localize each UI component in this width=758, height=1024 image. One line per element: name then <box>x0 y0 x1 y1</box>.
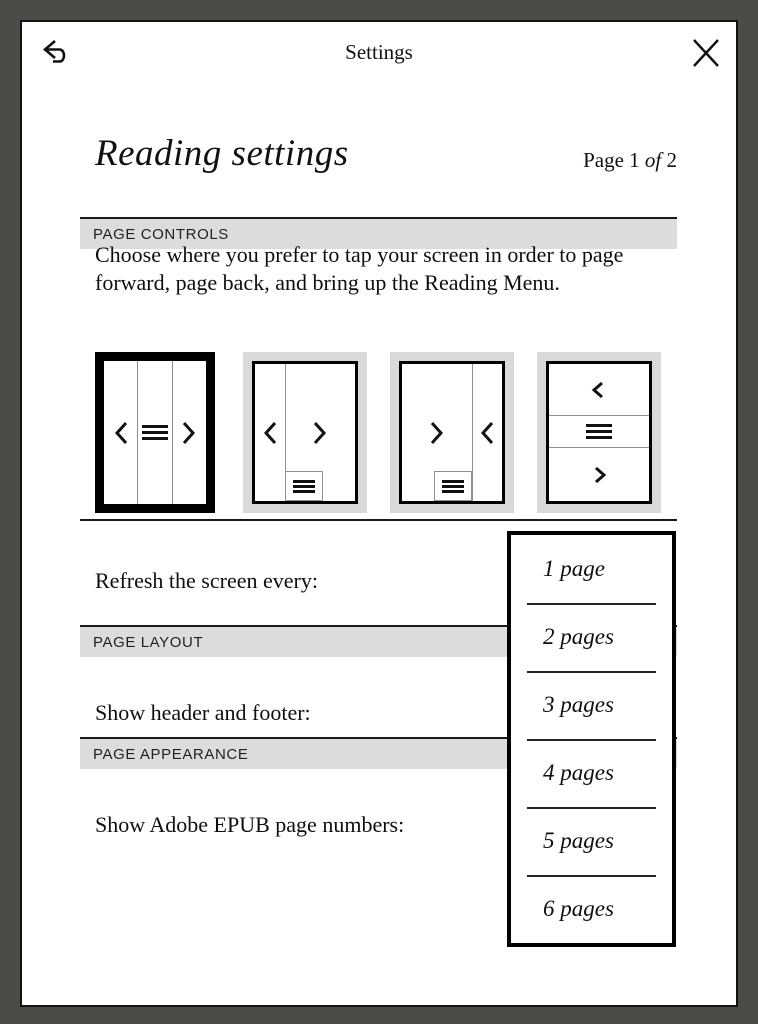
zone-page-back <box>472 364 502 501</box>
page-title: Reading settings <box>95 133 349 174</box>
close-button[interactable] <box>688 35 724 71</box>
zone-page-forward <box>172 361 206 504</box>
page-current: 1 <box>629 148 640 172</box>
dropdown-option-1-page[interactable]: 1 page <box>543 556 605 581</box>
chevron-left-icon <box>586 379 612 401</box>
epub-pages-setting-label: Show Adobe EPUB page numbers: <box>95 812 405 837</box>
menu-icon <box>293 478 315 495</box>
chevron-right-icon <box>586 464 612 486</box>
tap-zone-option-2[interactable] <box>243 352 367 513</box>
dropdown-option-5-pages[interactable]: 5 pages <box>511 807 672 875</box>
tap-zone-option-1-selected[interactable] <box>95 352 215 513</box>
dropdown-option-2-pages[interactable]: 2 pages <box>511 603 672 671</box>
dropdown-option-6-pages[interactable]: 6 pages <box>511 875 672 943</box>
header-footer-setting-label: Show header and footer: <box>95 700 311 725</box>
zone-reading-menu <box>434 471 472 501</box>
of-word: of <box>644 148 662 172</box>
page-word: Page <box>583 148 624 172</box>
menu-icon <box>142 422 168 443</box>
chevron-right-icon <box>427 420 447 446</box>
zone-page-forward <box>549 448 649 501</box>
chevron-left-icon <box>260 420 280 446</box>
zone-reading-menu <box>285 471 323 501</box>
chevron-left-icon <box>111 420 131 446</box>
zone-reading-menu <box>137 361 171 504</box>
screen-title: Settings <box>345 40 413 64</box>
menu-icon <box>586 421 612 442</box>
chevron-right-icon <box>310 420 330 446</box>
tap-zone-description: Choose where you prefer to tap your screen in order to page forward, page back, and bring up the Reading Menu. <box>95 242 624 295</box>
divider-line <box>80 519 677 521</box>
section-label: PAGE APPEARANCE <box>93 745 249 763</box>
refresh-dropdown-menu <box>507 531 676 947</box>
chevron-left-icon <box>477 420 497 446</box>
page-total: 2 <box>666 148 677 172</box>
zone-page-back <box>104 361 137 504</box>
refresh-setting-label: Refresh the screen every: <box>95 568 318 593</box>
section-label: PAGE LAYOUT <box>93 633 204 651</box>
zone-page-back <box>255 364 285 501</box>
close-x-icon <box>688 35 724 71</box>
zone-page-back <box>549 364 649 416</box>
tap-zone-options <box>22 352 736 513</box>
page-indicator <box>80 148 677 173</box>
device-screen <box>20 20 738 1007</box>
chevron-right-icon <box>179 420 199 446</box>
tap-zone-option-4[interactable] <box>537 352 661 513</box>
tap-zone-option-3[interactable] <box>390 352 514 513</box>
zone-reading-menu <box>549 416 649 448</box>
menu-icon <box>442 478 464 495</box>
dropdown-option-3-pages[interactable]: 3 pages <box>511 671 672 739</box>
section-label: PAGE CONTROLS <box>93 225 229 243</box>
dropdown-option-4-pages[interactable]: 4 pages <box>511 739 672 807</box>
